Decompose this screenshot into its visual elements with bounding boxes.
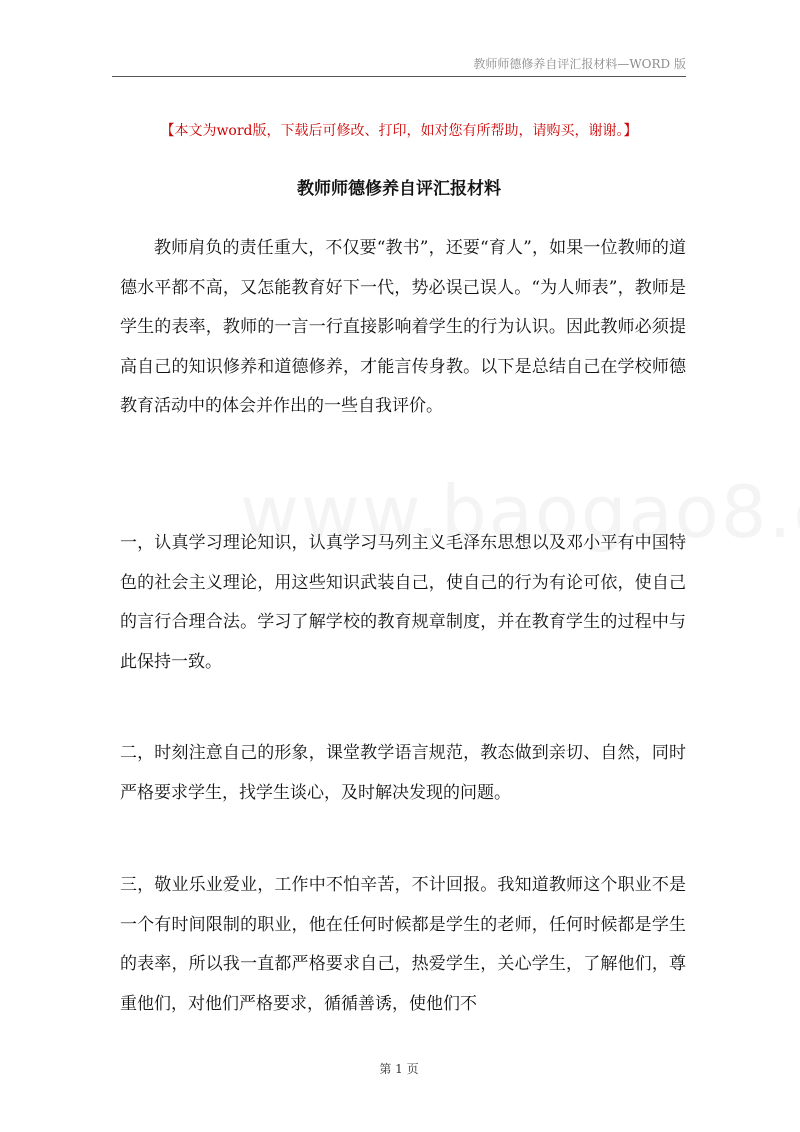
download-notice: 【本文为word版，下载后可修改、打印，如对您有所帮助，请购买，谢谢。】 [160,123,638,139]
document-title: 教师师德修养自评汇报材料 [297,179,501,199]
section-two-paragraph: 二，时刻注意自己的形象，课堂教学语言规范，教态做到亲切、自然，同时严格要求学生，找学生谈心，及时解决发现的问题。 [120,743,686,803]
section-three-paragraph: 三，敬业乐业爱业，工作中不怕辛苦，不计回报。我知道教师这个职业不是一个有时间限制的职业，他在任何时候都是学生的老师，任何时候都是学生的表率，所以我一直都严格要求自己，热爱学生，关心学生，了解他们，尊重他们，对他们严格要求，循循善诱，使他们不 [120,875,686,1014]
running-header: 教师师德修养自评汇报材料—WORD 版 [473,57,686,71]
page-number: 第 1 页 [379,1062,419,1076]
header-divider [112,76,686,77]
section-one-paragraph: 一，认真学习理论知识，认真学习马列主义毛泽东思想以及邓小平有中国特色的社会主义理论，用这些知识武装自己，使自己的行为有论可依，使自己的言行合理合法。学习了解学校的教育规章制度，并在教育学生的过程中与此保持一致。 [120,533,686,672]
intro-paragraph: 教师肩负的责任重大，不仅要“教书”，还要“育人”，如果一位教师的道德水平都不高，又怎能教育好下一代，势必误己误人。“为人师表”，教师是学生的表率，教师的一言一行直接影响着学生的行为认识。因此教师必须提高自己的知识修养和道德修养，才能言传身教。以下是总结自己在学校师德教育活动中的体会并作出的一些自我评价。 [120,238,686,416]
